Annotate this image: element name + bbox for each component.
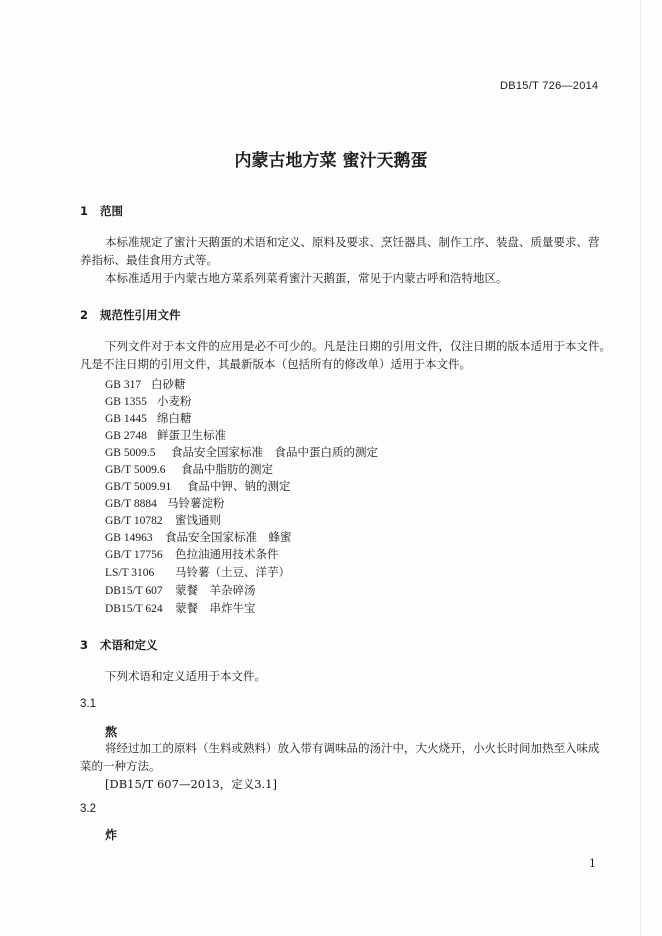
term-name: 炸 bbox=[105, 828, 118, 842]
reference-item bbox=[105, 376, 186, 392]
reference-code: GB 2748 bbox=[105, 430, 147, 442]
reference-code: GB/T 5009.91 bbox=[105, 481, 172, 493]
reference-title: 小麦粉 bbox=[157, 394, 192, 408]
reference-code: GB 1355 bbox=[105, 396, 147, 408]
section-number: 1 bbox=[80, 204, 89, 218]
reference-code: GB/T 8884 bbox=[105, 498, 157, 510]
reference-item bbox=[105, 564, 290, 580]
reference-code: DB15/T 607 bbox=[105, 585, 163, 597]
reference-item bbox=[105, 444, 378, 460]
reference-code: GB/T 17756 bbox=[105, 549, 163, 561]
reference-title: 食品中脂肪的测定 bbox=[181, 462, 273, 476]
document-number: DB15/T 726—2014 bbox=[500, 80, 599, 92]
section-number: 2 bbox=[80, 308, 89, 322]
reference-title: 鲜蛋卫生标准 bbox=[157, 428, 226, 442]
reference-item bbox=[105, 461, 273, 477]
term-definition-line: 将经过加工的原料（生料或熟料）放入带有调味品的汤汁中，大火烧开，小火长时间加热至入味成 bbox=[105, 741, 600, 755]
reference-item bbox=[105, 546, 279, 562]
page-number: 1 bbox=[589, 857, 596, 870]
reference-title: 食品中钾、钠的测定 bbox=[187, 479, 291, 493]
reference-item bbox=[105, 529, 292, 545]
reference-item bbox=[105, 495, 225, 511]
term-source: [DB15/T 607—2013，定义3.1] bbox=[105, 777, 277, 791]
reference-title: 绵白糖 bbox=[157, 411, 192, 425]
references-intro-line: 下列文件对于本文件的应用是必不可少的。凡是注日期的引用文件，仅注日期的版本适用于本文件。 bbox=[105, 339, 611, 353]
reference-title: 蜜饯通则 bbox=[175, 513, 221, 527]
section-2-heading bbox=[80, 307, 181, 323]
term-number: 3.1 bbox=[80, 698, 96, 710]
reference-code: GB/T 5009.6 bbox=[105, 464, 166, 476]
reference-code: DB15/T 624 bbox=[105, 603, 163, 615]
reference-code: LS/T 3106 bbox=[105, 567, 155, 579]
reference-item bbox=[105, 410, 192, 426]
section-title: 范围 bbox=[100, 204, 123, 218]
reference-code: GB 5009.5 bbox=[105, 447, 156, 459]
section-number: 3 bbox=[80, 638, 89, 652]
term-name: 熬 bbox=[105, 725, 118, 739]
term-number: 3.2 bbox=[80, 803, 96, 815]
reference-item bbox=[105, 393, 192, 409]
scope-paragraph-line: 养指标、最佳食用方式等。 bbox=[80, 253, 218, 267]
reference-item bbox=[105, 427, 226, 443]
reference-title: 马铃薯淀粉 bbox=[167, 496, 225, 510]
reference-item bbox=[105, 478, 291, 494]
section-title: 术语和定义 bbox=[100, 638, 158, 652]
terms-intro: 下列术语和定义适用于本文件。 bbox=[105, 669, 266, 683]
scope-paragraph-line: 本标准规定了蜜汁天鹅蛋的术语和定义、原料及要求、烹饪器具、制作工序、装盘、质量要求、营 bbox=[105, 235, 600, 249]
section-1-heading bbox=[80, 203, 123, 219]
reference-item bbox=[105, 512, 221, 528]
reference-title: 色拉油通用技术条件 bbox=[175, 547, 279, 561]
section-3-heading bbox=[80, 637, 158, 653]
reference-title: 食品安全国家标准 食品中蛋白质的测定 bbox=[171, 445, 378, 459]
reference-item bbox=[105, 600, 256, 616]
references-intro-line: 凡是不注日期的引用文件，其最新版本（包括所有的修改单）适用于本文件。 bbox=[80, 357, 471, 371]
section-title: 规范性引用文件 bbox=[100, 308, 181, 322]
reference-code: GB/T 10782 bbox=[105, 515, 163, 527]
reference-code: GB 317 bbox=[105, 379, 142, 391]
document-title: 内蒙古地方菜 蜜汁天鹅蛋 bbox=[234, 151, 428, 171]
reference-title: 蒙餐 羊杂碎汤 bbox=[175, 583, 256, 597]
reference-title: 马铃薯（土豆、洋芋） bbox=[175, 565, 290, 579]
reference-title: 蒙餐 串炸牛宝 bbox=[175, 601, 256, 615]
scan-edge-line bbox=[640, 0, 641, 936]
reference-item bbox=[105, 582, 256, 598]
reference-title: 食品安全国家标准 蜂蜜 bbox=[165, 530, 292, 544]
reference-code: GB 14963 bbox=[105, 532, 153, 544]
term-definition-line: 菜的一种方法。 bbox=[80, 759, 161, 773]
reference-title: 白砂糖 bbox=[151, 377, 186, 391]
reference-code: GB 1445 bbox=[105, 413, 147, 425]
scope-paragraph: 本标准适用于内蒙古地方菜系列菜肴蜜汁天鹅蛋，常见于内蒙古呼和浩特地区。 bbox=[105, 271, 508, 285]
